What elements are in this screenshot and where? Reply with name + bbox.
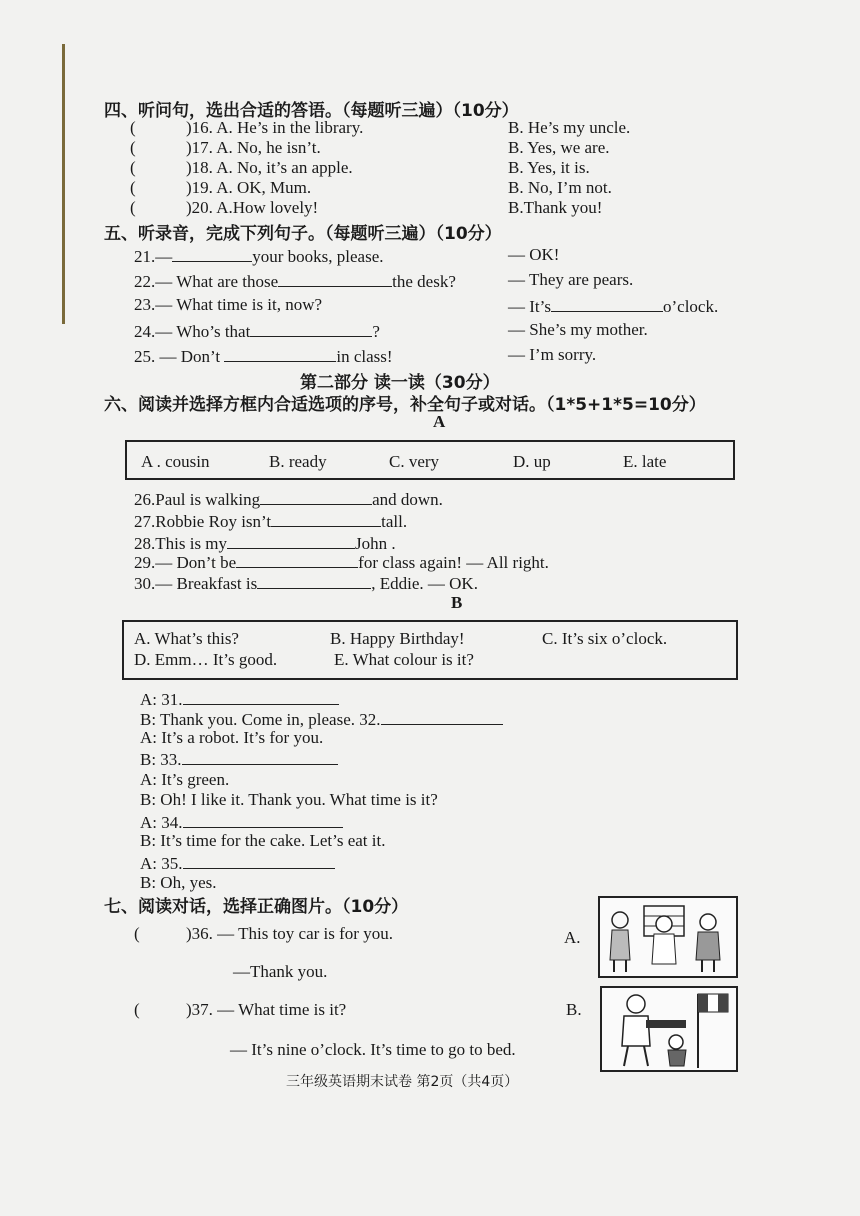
question-30: 30.— Breakfast is , Eddie. — OK. — [134, 574, 478, 593]
answer-18-b: B. Yes, it is. — [508, 158, 590, 177]
blank-33[interactable] — [182, 748, 338, 765]
dialogue-line-34: A: 34. — [140, 811, 343, 833]
list-item: ( — [130, 118, 136, 137]
blank-28[interactable] — [227, 532, 355, 549]
picture-a-illustration — [600, 898, 736, 976]
blank-23[interactable] — [551, 295, 663, 312]
question-17: )17. A. No, he isn’t. — [186, 138, 321, 157]
picture-b-label: B. — [566, 1000, 582, 1019]
option-d-up: D. up — [513, 452, 551, 471]
blank-30[interactable] — [257, 572, 371, 589]
paren-37: ( — [134, 1000, 140, 1019]
blank-26[interactable] — [260, 488, 372, 505]
question-24: 24.— Who’s that ? — [134, 322, 380, 341]
blank-21[interactable] — [172, 245, 252, 262]
option-box-a — [125, 440, 735, 480]
dialogue-line: B: It’s time for the cake. Let’s eat it. — [140, 831, 386, 850]
answer-17-b: B. Yes, we are. — [508, 138, 610, 157]
option-b-b: B. Happy Birthday! — [330, 629, 465, 648]
dialogue-line: A: It’s a robot. It’s for you. — [140, 728, 324, 747]
question-18: )18. A. No, it’s an apple. — [186, 158, 353, 177]
picture-a — [598, 896, 738, 978]
question-37-reply: — It’s nine o’clock. It’s time to go to bed. — [230, 1040, 516, 1059]
section7-title: 七、阅读对话，选择正确图片。（10分） — [104, 897, 409, 917]
question-21: 21.— your books, please. — [134, 247, 384, 266]
dialogue-line: A: It’s green. — [140, 770, 230, 789]
dialogue-line-35: A: 35. — [140, 852, 335, 874]
dialogue-line: B: Oh, yes. — [140, 873, 217, 892]
option-e-late: E. late — [623, 452, 667, 471]
dialogue-line-33: B: 33. — [140, 748, 338, 770]
blank-22[interactable] — [278, 270, 392, 287]
option-b-d: D. Emm… It’s good. — [134, 650, 278, 669]
option-b-e: E. What colour is it? — [334, 650, 474, 669]
answer-24: — She’s my mother. — [508, 320, 648, 339]
answer-16-b: B. He’s my uncle. — [508, 118, 631, 137]
question-37: )37. — What time is it? — [186, 1000, 347, 1019]
option-b-a: A. What’s this? — [134, 629, 239, 648]
option-c-very: C. very — [389, 452, 440, 471]
blank-31[interactable] — [183, 688, 339, 705]
answer-23: — It’s o’clock. — [508, 297, 719, 316]
question-29: 29.— Don’t be for class again! — All right. — [134, 553, 549, 572]
answer-21: — OK! — [508, 245, 560, 264]
question-36-reply: —Thank you. — [233, 962, 328, 981]
question-26: 26.Paul is walking and down. — [134, 490, 443, 509]
question-25: 25. — Don’t in class! — [134, 347, 393, 366]
list-item: ( — [130, 198, 136, 217]
picture-a-label: A. — [564, 928, 581, 947]
part-b-label: B — [451, 593, 463, 612]
picture-b-illustration — [602, 988, 736, 1070]
binding-margin-line — [62, 44, 65, 324]
blank-34[interactable] — [183, 811, 343, 828]
question-27: 27.Robbie Roy isn’t tall. — [134, 512, 408, 531]
dialogue-line-31: A: 31. — [140, 688, 339, 710]
part2-title: 第二部分 读一读（30分） — [300, 373, 500, 393]
page-footer: 三年级英语期末试卷 第2页（共4页） — [286, 1074, 519, 1090]
section4-title: 四、听问句，选出合适的答语。（每题听三遍）（10分） — [104, 101, 519, 121]
question-19: )19. A. OK, Mum. — [186, 178, 312, 197]
answer-20-b: B.Thank you! — [508, 198, 603, 217]
question-28: 28.This is my John . — [134, 534, 396, 553]
blank-27[interactable] — [271, 510, 381, 527]
question-36: )36. — This toy car is for you. — [186, 924, 393, 943]
blank-29[interactable] — [236, 551, 358, 568]
blank-24[interactable] — [250, 320, 372, 337]
blank-32[interactable] — [381, 708, 503, 725]
question-20: )20. A.How lovely! — [186, 198, 319, 217]
question-22: 22.— What are those the desk? — [134, 272, 456, 291]
option-a-cousin: A . cousin — [141, 452, 210, 471]
section6-title: 六、阅读并选择方框内合适选项的序号，补全句子或对话。（1*5+1*5=10分） — [104, 395, 706, 415]
answer-19-b: B. No, I’m not. — [508, 178, 612, 197]
list-item: ( — [130, 158, 136, 177]
list-item: ( — [130, 178, 136, 197]
question-23: 23.— What time is it, now? — [134, 295, 323, 314]
answer-22: — They are pears. — [508, 270, 634, 289]
question-16: )16. A. He’s in the library. — [186, 118, 364, 137]
blank-35[interactable] — [183, 852, 335, 869]
dialogue-line: B: Oh! I like it. Thank you. What time is it? — [140, 790, 438, 809]
option-b-ready: B. ready — [269, 452, 327, 471]
paren-36: ( — [134, 924, 140, 943]
blank-25[interactable] — [224, 345, 336, 362]
option-box-b — [122, 620, 738, 680]
list-item: ( — [130, 138, 136, 157]
part-a-label: A — [433, 412, 446, 431]
picture-b — [600, 986, 738, 1072]
dialogue-line-32: B: Thank you. Come in, please. 32. — [140, 708, 503, 730]
option-b-c: C. It’s six o’clock. — [542, 629, 668, 648]
section5-title: 五、听录音，完成下列句子。（每题听三遍）（10分） — [104, 224, 502, 244]
answer-25: — I’m sorry. — [508, 345, 597, 364]
